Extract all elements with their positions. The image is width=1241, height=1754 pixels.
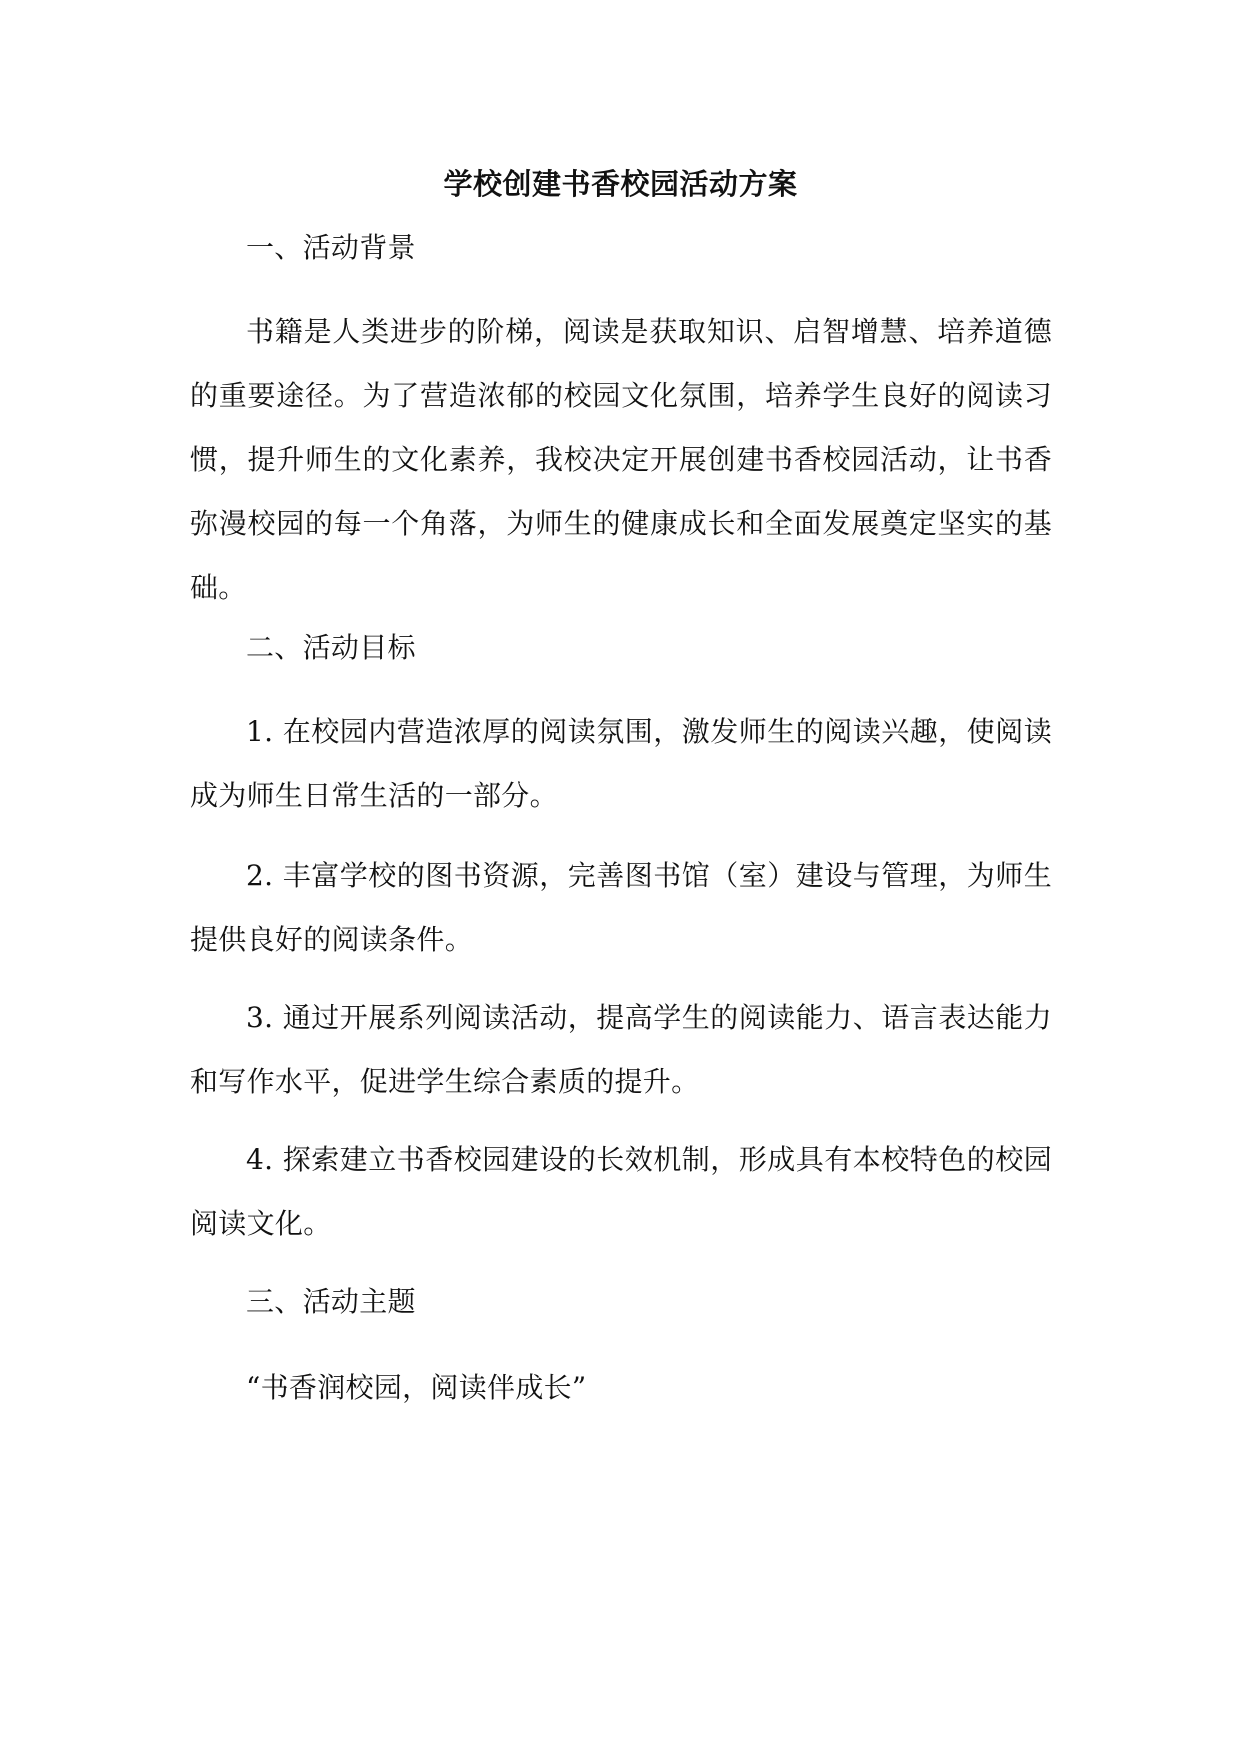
background-paragraph: 书籍是人类进步的阶梯，阅读是获取知识、启智增慧、培养道德的重要途径。为了营造浓郁的校园文化氛围，培养学生良好的阅读习惯，提升师生的文化素养，我校决定开展创建书香校园活动，让书香弥漫校园的每一个角落，为师生的健康成长和全面发展奠定坚实的基础。	[190, 315, 1052, 604]
goal-item-1: 1. 在校园内营造浓厚的阅读氛围，激发师生的阅读兴趣，使阅读成为师生日常生活的一部分。	[190, 715, 1052, 812]
goal-item-3: 3. 通过开展系列阅读活动，提高学生的阅读能力、语言表达能力和写作水平，促进学生综合素质的提升。	[190, 1001, 1052, 1098]
section-heading-goals: 二、活动目标	[246, 631, 416, 664]
goal-item-4: 4. 探索建立书香校园建设的长效机制，形成具有本校特色的校园阅读文化。	[190, 1143, 1052, 1240]
theme-quote: “书香润校园，阅读伴成长”	[246, 1371, 587, 1404]
goal-item-2: 2. 丰富学校的图书资源，完善图书馆（室）建设与管理，为师生提供良好的阅读条件。	[190, 859, 1052, 956]
section-heading-theme: 三、活动主题	[246, 1285, 416, 1318]
document-title: 学校创建书香校园活动方案	[443, 167, 798, 201]
section-heading-background: 一、活动背景	[246, 231, 416, 264]
